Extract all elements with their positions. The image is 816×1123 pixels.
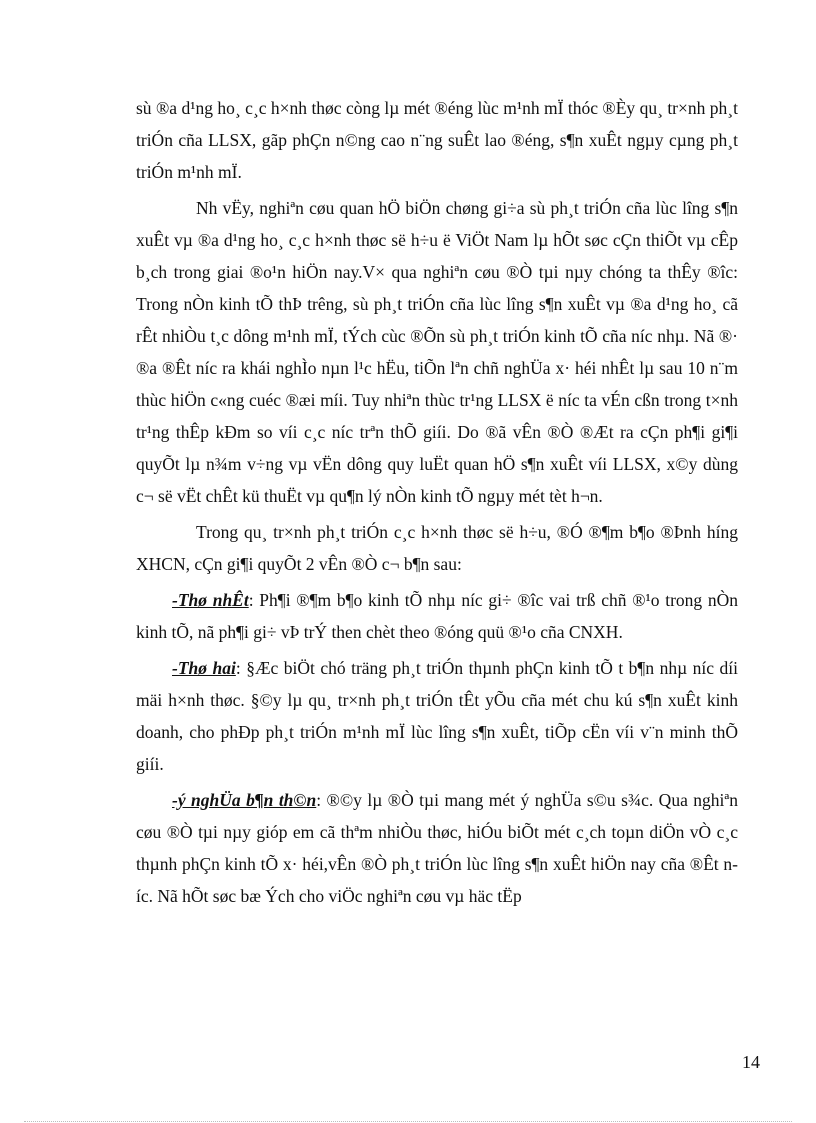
paragraph-5 [136, 652, 738, 780]
paragraph-1-text: sù ®a d¹ng ho¸ c¸c h×nh thøc còng lµ mét ®éng lùc m¹nh mÏ thóc ®Èy qu¸ tr×nh ph¸t triÓn cña LLSX, gãp phÇn n©ng cao n¨ng suÊt lao ®éng, s¶n xuÊt ngµy cµng ph¸t triÓn m¹nh mÏ. [136, 98, 738, 182]
footer-divider [24, 1121, 792, 1122]
paragraph-4-lead: -Thø nhÊt [172, 590, 249, 610]
paragraph-2-text: Nh vËy, nghiªn cøu quan hÖ biÖn chøng gi÷a sù ph¸t triÓn cña lùc lîng s¶n xuÊt vµ ®a d¹ng ho¸ c¸c h×nh thøc së h÷u ë ViÖt Nam lµ hÕt søc cÇn thiÕt vµ cÊp b¸ch trong giai ®o¹n hiÖn nay.V× qua nghiªn cøu ®Ò tµi nµy chóng ta thÊy ®îc: Trong nÒn kinh tÕ thÞ trêng, sù ph¸t triÓn cña lùc lîng s¶n xuÊt vµ ®a d¹ng ho¸ cã rÊt nhiÒu t¸c dông m¹nh mÏ, tÝch cùc ®Õn sù ph¸t triÓn kinh tÕ cña níc nhµ. Nã ®· ®a ®Êt níc ra khái nghÌo nµn l¹c hËu, tiÕn lªn chñ nghÜa x· héi nhÊt lµ sau 10 n¨m thùc hiÖn c«ng cuéc ®æi míi. Tuy nhiªn thùc tr¹ng LLSX ë níc ta vÉn cßn trong t×nh tr¹ng thÊp kÐm so víi c¸c níc trªn thÕ giíi. Do ®ã vÊn ®Ò ®Æt ra cÇn ph¶i gi¶i quyÕt lµ n¾m v÷ng vµ vËn dông quy luËt quan hÖ s¶n xuÊt víi LLSX, x©y dùng c¬ së vËt chÊt kü thuËt vµ qu¶n lý nÒn kinh tÕ ngµy mét tèt h¬n. [136, 198, 738, 506]
paragraph-4 [136, 584, 738, 648]
body-text [136, 92, 738, 912]
paragraph-1 [136, 92, 738, 188]
paragraph-6 [136, 784, 738, 912]
paragraph-4-text: : Ph¶i ®¶m b¶o kinh tÕ nhµ níc gi÷ ®îc vai trß chñ ®¹o trong nÒn kinh tÕ, nã ph¶i gi÷ vÞ trÝ then chèt theo ®óng quü ®¹o cña CNXH. [136, 590, 739, 642]
paragraph-5-text: : §Æc biÖt chó träng ph¸t triÓn thµnh phÇn kinh tÕ t b¶n nhµ níc díi mäi h×nh thøc. §©y lµ qu¸ tr×nh ph¸t triÓn tÊt yÕu cña mét chu kú s¶n xuÊt kinh doanh, cho phÐp ph¸t triÓn m¹nh mÏ lùc lîng s¶n xuÊt, tiÕp cËn víi v¨n minh thÕ giíi. [136, 658, 738, 774]
paragraph-6-lead: -ý nghÜa b¶n th©n [172, 790, 317, 810]
page-number: 14 [742, 1052, 760, 1072]
paragraph-3 [136, 516, 738, 580]
paragraph-6-text: : ®©y lµ ®Ò tµi mang mét ý nghÜa s©u s¾c. Qua nghiªn cøu ®Ò tµi nµy gióp em cã thªm nhiÒu thøc, hiÓu biÕt mét c¸ch toµn diÖn vÒ c¸c thµnh phÇn kinh tÕ x· héi,vÊn ®Ò ph¸t triÓn lùc lîng s¶n xuÊt hiÖn nay cña ®Êt níc. Nã hÕt søc bæ Ých cho viÖc nghiªn cøu vµ häc tËp [136, 790, 738, 906]
paragraph-3-text: Trong qu¸ tr×nh ph¸t triÓn c¸c h×nh thøc së h÷u, ®Ó ®¶m b¶o ®Þnh híng XHCN, cÇn gi¶i quyÕt 2 vÊn ®Ò c¬ b¶n sau: [136, 522, 738, 574]
paragraph-5-lead: -Thø hai [172, 658, 236, 678]
paragraph-2 [136, 192, 738, 512]
